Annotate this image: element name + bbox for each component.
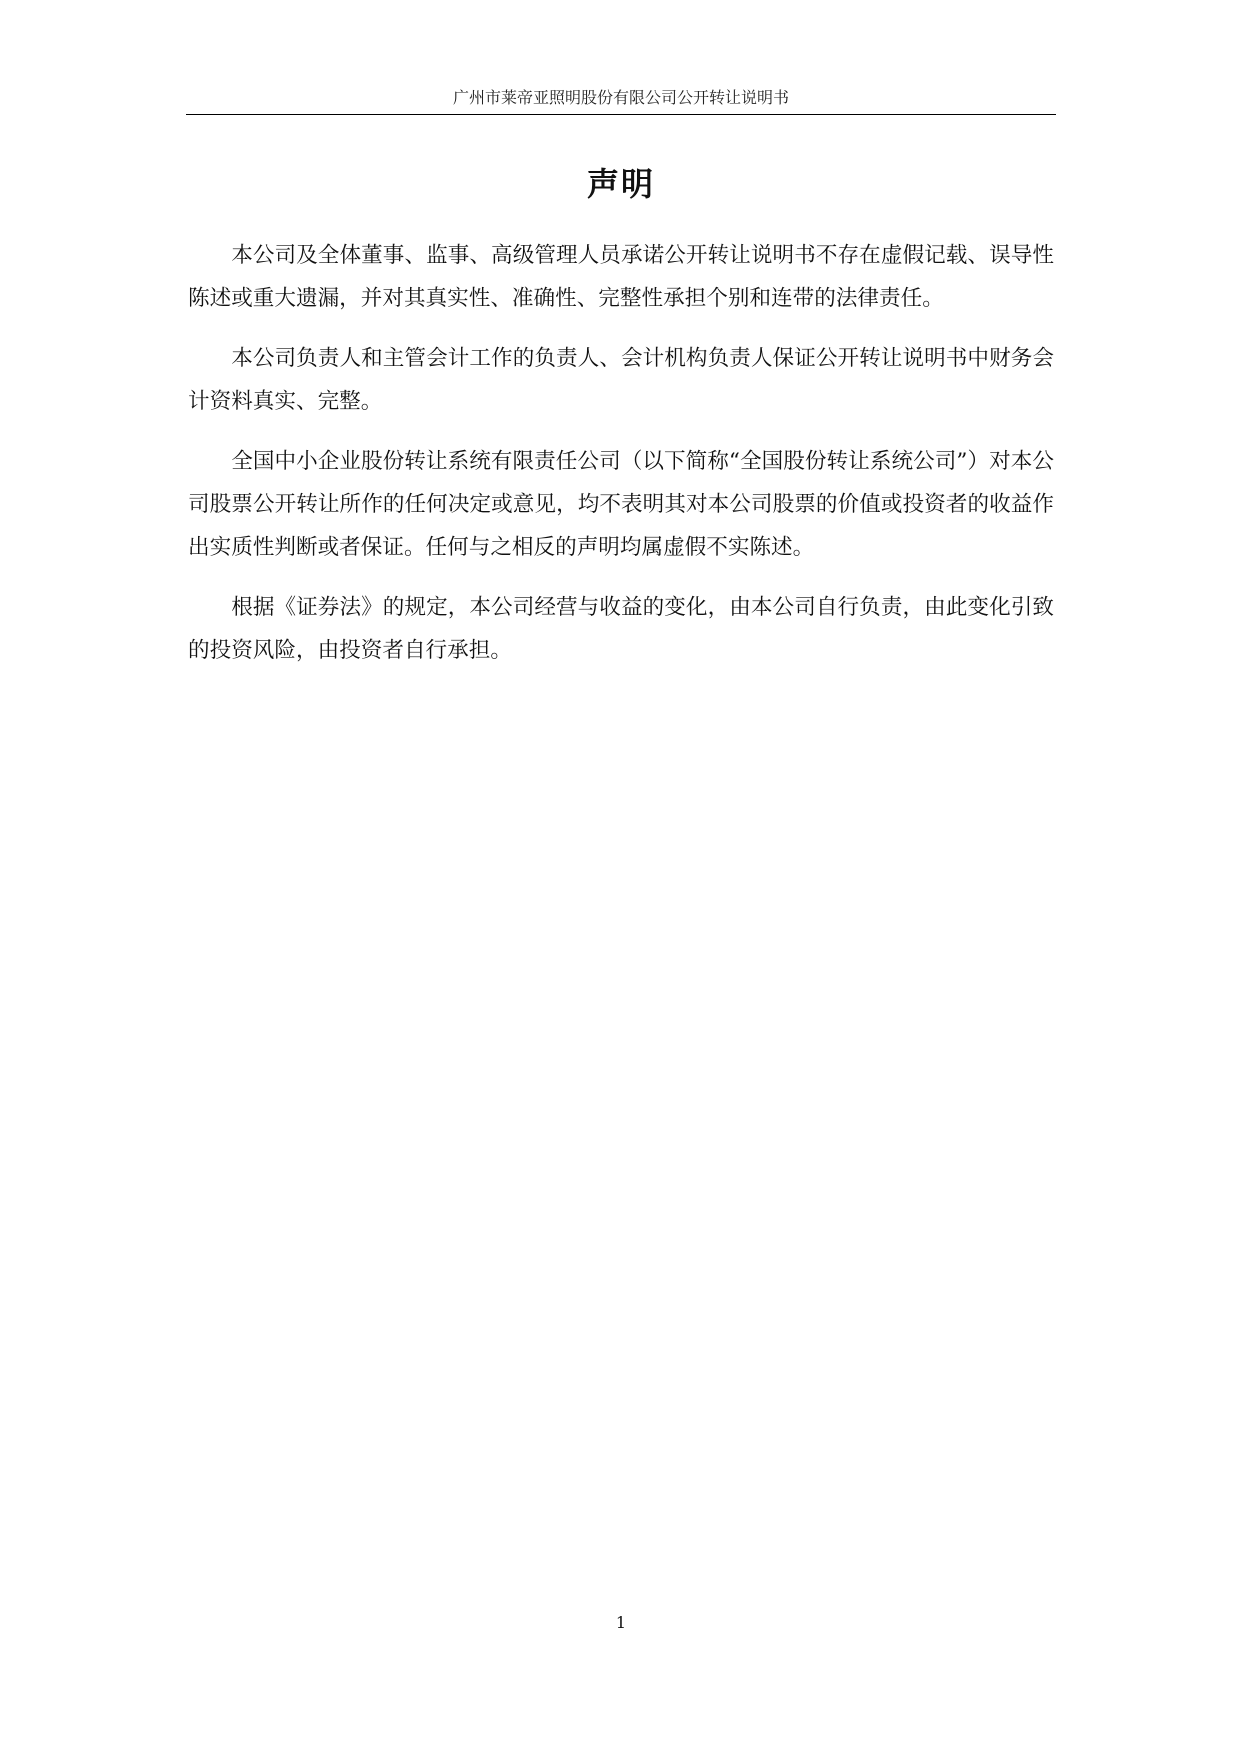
header-divider [186,114,1056,115]
page-number: 1 [615,1613,627,1632]
declaration-body [188,234,1054,689]
paragraph-4: 根据《证券法》的规定，本公司经营与收益的变化，由本公司自行负责，由此变化引致的投资风险，由投资者自行承担。 [188,595,1054,663]
page-title: 声明 [586,165,655,203]
paragraph-2: 本公司负责人和主管会计工作的负责人、会计机构负责人保证公开转让说明书中财务会计资料真实、完整。 [188,346,1054,414]
paragraph-1: 本公司及全体董事、监事、高级管理人员承诺公开转让说明书不存在虚假记载、误导性陈述或重大遗漏，并对其真实性、准确性、完整性承担个别和连带的法律责任。 [188,243,1054,311]
page-header: 广州市莱帝亚照明股份有限公司公开转让说明书 [452,88,789,107]
paragraph-3: 全国中小企业股份转让系统有限责任公司（以下简称“全国股份转让系统公司”）对本公司股票公开转让所作的任何决定或意见，均不表明其对本公司股票的价值或投资者的收益作出实质性判断或者保证。任何与之相反的声明均属虚假不实陈述。 [188,449,1054,560]
